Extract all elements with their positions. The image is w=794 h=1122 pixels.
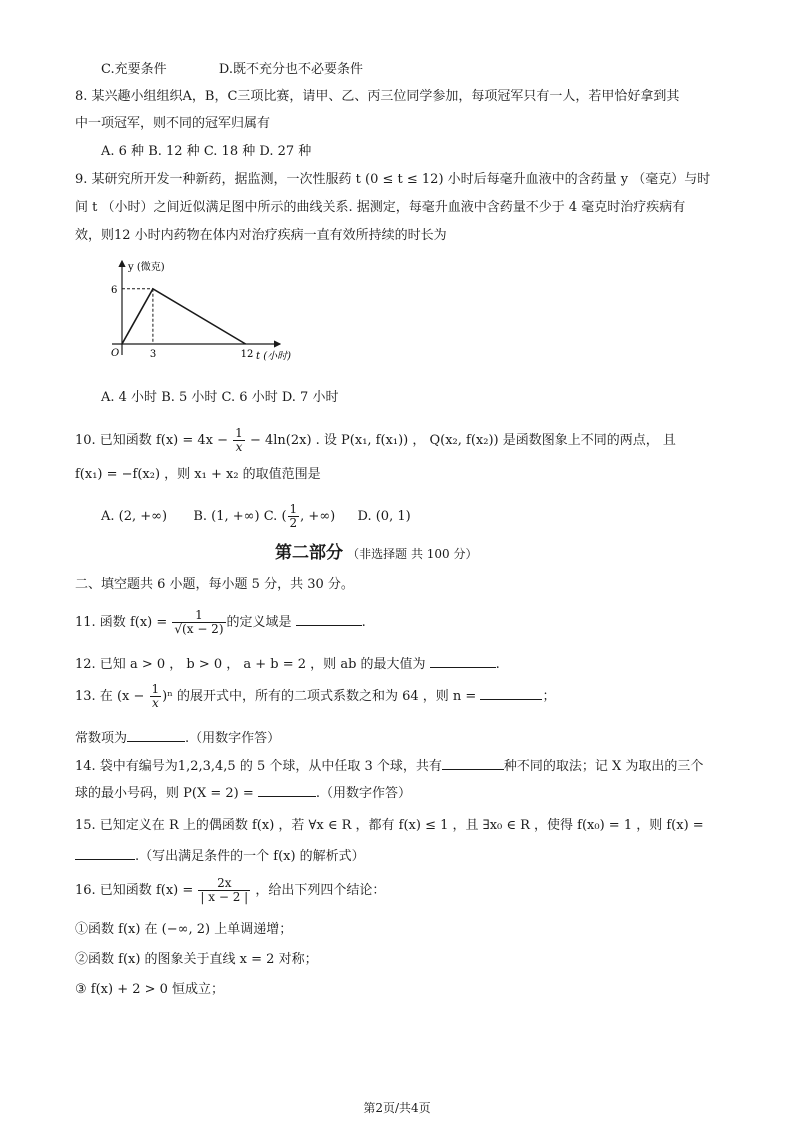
- page-footer: 第2页/共4页: [363, 1101, 431, 1115]
- q16-conclusion-2: ②函数 f(x) 的图象关于直线 x = 2 对称；: [75, 952, 318, 967]
- q10-frac-num: 1: [235, 426, 243, 440]
- q9-stem-line3: 效，则12 小时内药物在体内对治疗疾病一直有效所持续的时长为: [75, 228, 447, 243]
- part2-note: （非选择题 共 100 分）: [347, 547, 478, 561]
- q13-line2: 常数项为 .（用数字作答）: [75, 727, 280, 748]
- x-tick-label: 3: [149, 349, 157, 360]
- q9-options: A. 4 小时 B. 5 小时 C. 6 小时 D. 7 小时: [101, 390, 339, 405]
- q8-options: A. 6 种 B. 12 种 C. 18 种 D. 27 种: [101, 144, 312, 159]
- q14-line2: 球的最小号码，则 P(X = 2) = .（用数字作答）: [75, 782, 411, 803]
- x-tick-label: 12: [240, 349, 254, 360]
- q10-option-b: B. (1, +∞): [193, 509, 260, 524]
- q10-fraction: [233, 427, 245, 454]
- q15-line2: .（写出满足条件的一个 f(x) 的解析式）: [75, 845, 365, 866]
- dosage-curve: [122, 289, 246, 344]
- q10-stem-line2: f(x₁) = −f(x₂) ，则 x₁ + x₂ 的取值范围是: [75, 467, 321, 482]
- q13-n-answer-blank[interactable]: [480, 685, 542, 700]
- q16-fraction: $\frac{2x}{| x - 2 |}$: [200, 876, 249, 904]
- q11-answer-blank[interactable]: [296, 611, 362, 626]
- section2-instructions: 二、填空题共 6 小题，每小题 5 分，共 30 分。: [75, 577, 354, 592]
- q13-line1: 13. 在 (x − $\frac{1}{x}$ )ⁿ 的展开式中，所有的二项式系数之和为 64 ，则 n = ；: [75, 682, 556, 710]
- q13-constant-answer-blank[interactable]: [127, 727, 185, 742]
- q10-prefix: 10. 已知函数 f(x) = 4x −: [75, 433, 229, 448]
- part2-title: 第二部分: [275, 543, 343, 563]
- q7-option-d: D.既不充分也不必要条件: [218, 62, 363, 77]
- q10-stem-line1: [75, 426, 676, 456]
- q10-frac-den: x: [235, 440, 243, 454]
- q14-prob-answer-blank[interactable]: [258, 782, 316, 797]
- q7-options: [101, 61, 363, 79]
- y-axis-label: y (微克): [128, 262, 165, 273]
- y-tick-label: 6: [111, 284, 118, 296]
- q15-line1: 15. 已知定义在 R 上的偶函数 f(x) ，若 ∀x ∈ R ，都有 f(x) ≤ 1 ，且 ∃x₀ ∈ R ，使得 f(x₀) = 1 ，则 f(x) =: [75, 818, 704, 833]
- q12: 12. 已知 a > 0 ， b > 0 ， a + b = 2 ，则 ab 的最大值为 .: [75, 653, 500, 674]
- q11-fraction: $\frac{1}{√(x - 2)}$: [174, 608, 224, 636]
- q13-fraction: $\frac{1}{x}$: [151, 682, 160, 710]
- q7-option-c: C.充要条件: [101, 62, 167, 77]
- q10-option-a: A. (2, +∞): [101, 509, 168, 524]
- q10-option-d: D. (0, 1): [357, 509, 411, 524]
- origin-label: O: [111, 348, 120, 359]
- q9-dosage-graph: [100, 255, 300, 367]
- q16-stem: 16. 已知函数 f(x) = $\frac{2x}{| x - 2 |}$ ，给出下列四个结论：: [75, 876, 386, 904]
- q12-answer-blank[interactable]: [430, 653, 496, 668]
- q10-option-c: C. ( $\frac{1}{2}$ , +∞): [263, 502, 336, 530]
- q14-count-answer-blank[interactable]: [442, 755, 504, 770]
- part2-heading: [275, 542, 478, 566]
- q9-stem-line2: 间 t （小时）之间近似满足图中所示的曲线关系. 据测定，每毫升血液中含药量不少于 4 毫克时治疗疾病有: [75, 200, 686, 215]
- q14-line1: 14. 袋中有编号为1,2,3,4,5 的 5 个球，从中任取 3 个球，共有 种不同的取法；记 X 为取出的三个: [75, 755, 703, 776]
- q10-mid: − 4ln(2x) . 设 P(x₁, f(x₁)) ， Q(x₂, f(x₂)) 是函数图象上不同的两点， 且: [249, 433, 676, 448]
- q8-stem-line2: 中一项冠军，则不同的冠军归属有: [75, 116, 271, 131]
- q11: 11. 函数 f(x) = $\frac{1}{√(x - 2)}$ 的定义域是 .: [75, 608, 366, 636]
- q10-options: [101, 502, 411, 532]
- q16-conclusion-3: ③ f(x) + 2 > 0 恒成立；: [75, 982, 225, 997]
- q15-answer-blank[interactable]: [75, 845, 135, 860]
- q8-stem-line1: 8. 某兴趣小组组织A，B，C三项比赛，请甲、乙、丙三位同学参加，每项冠军只有一人，若甲恰好拿到其: [75, 89, 680, 104]
- q16-conclusion-1: ①函数 f(x) 在 (−∞, 2) 上单调递增；: [75, 922, 293, 937]
- x-axis-label: t (小时): [256, 351, 291, 362]
- q9-stem-line1: 9. 某研究所开发一种新药，据监测，一次性服药 t (0 ≤ t ≤ 12) 小时后每毫升血液中的含药量 y （毫克）与时: [75, 172, 711, 187]
